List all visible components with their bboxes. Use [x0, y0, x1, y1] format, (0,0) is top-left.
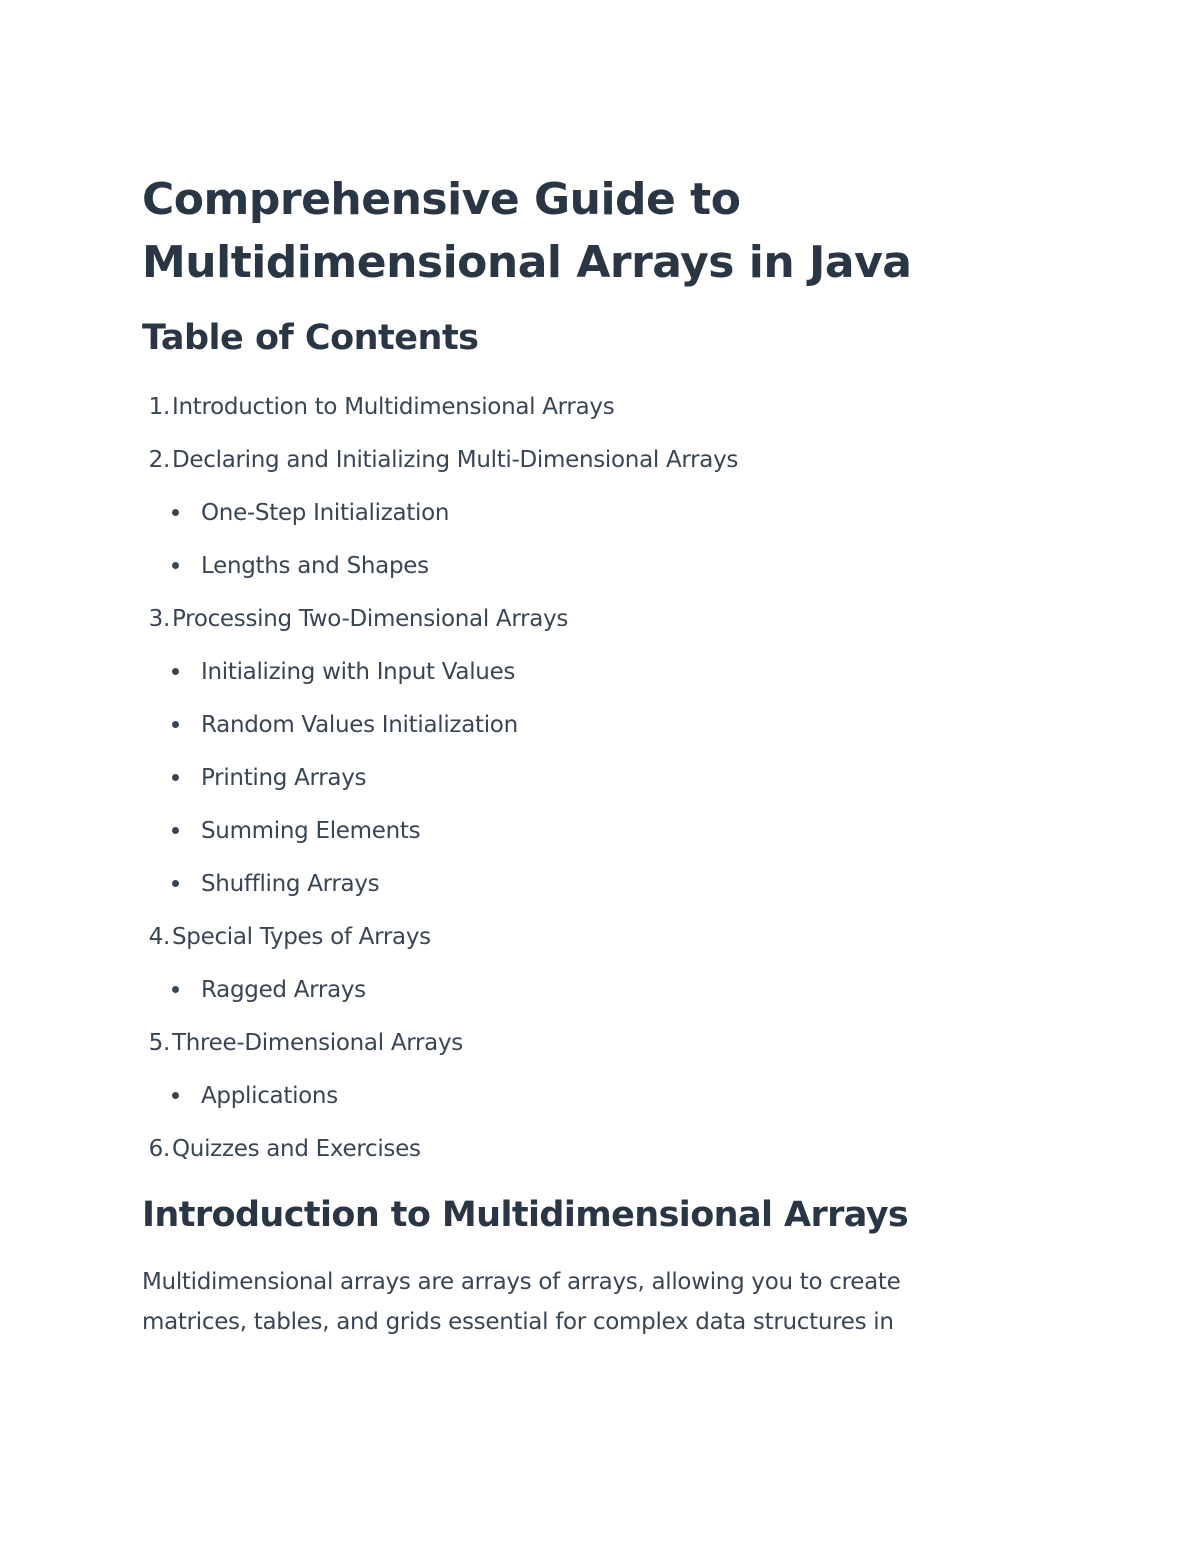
bullet-icon: [172, 721, 179, 728]
document-title-line-1: Comprehensive Guide to: [142, 174, 741, 225]
toc-item-number: 4.: [148, 923, 170, 950]
toc-subitem-label: Ragged Arrays: [201, 976, 366, 1003]
toc-item-label: Three-Dimensional Arrays: [172, 1029, 463, 1056]
toc-item-label: Quizzes and Exercises: [172, 1135, 421, 1162]
bullet-icon: [172, 509, 179, 516]
toc-item[interactable]: [142, 1122, 738, 1175]
toc-subitem[interactable]: [142, 486, 738, 539]
paragraph-line-2: matrices, tables, and grids essential for complex data structures in: [142, 1309, 894, 1335]
bullet-icon: [172, 562, 179, 569]
toc-subitem-label: Shuffling Arrays: [201, 870, 380, 897]
toc-item[interactable]: [142, 1016, 738, 1069]
bullet-icon: [172, 1092, 179, 1099]
document-title-line-2: Multidimensional Arrays in Java: [142, 237, 912, 288]
bullet-icon: [172, 827, 179, 834]
table-of-contents: [142, 380, 738, 1175]
toc-subitem[interactable]: [142, 1069, 738, 1122]
toc-subitem[interactable]: [142, 804, 738, 857]
toc-item-number: 6.: [148, 1135, 170, 1162]
toc-item-label: Introduction to Multidimensional Arrays: [172, 393, 615, 420]
toc-subitem-label: Printing Arrays: [201, 764, 367, 791]
toc-item[interactable]: [142, 380, 738, 433]
toc-subitem-label: Initializing with Input Values: [201, 658, 516, 685]
toc-subitem-label: One-Step Initialization: [201, 499, 450, 526]
toc-item-label: Processing Two-Dimensional Arrays: [172, 605, 569, 632]
toc-subitem[interactable]: [142, 645, 738, 698]
toc-subitem[interactable]: [142, 963, 738, 1016]
toc-subitem[interactable]: [142, 698, 738, 751]
toc-item-label: Declaring and Initializing Multi-Dimensional Arrays: [172, 446, 739, 473]
toc-subitem-label: Lengths and Shapes: [201, 552, 429, 579]
paragraph-line-1: Multidimensional arrays are arrays of arrays, allowing you to create: [142, 1269, 901, 1295]
toc-subitem-label: Summing Elements: [201, 817, 421, 844]
document-title: [142, 168, 911, 294]
toc-item-number: 2.: [148, 446, 170, 473]
toc-subitem[interactable]: [142, 539, 738, 592]
toc-item[interactable]: [142, 433, 738, 486]
toc-subitem[interactable]: [142, 751, 738, 804]
section-heading: Introduction to Multidimensional Arrays: [142, 1195, 909, 1235]
bullet-icon: [172, 986, 179, 993]
bullet-icon: [172, 880, 179, 887]
toc-item-label: Special Types of Arrays: [172, 923, 431, 950]
toc-subitem-label: Random Values Initialization: [201, 711, 518, 738]
toc-heading: Table of Contents: [142, 318, 479, 358]
bullet-icon: [172, 774, 179, 781]
toc-item-number: 3.: [148, 605, 170, 632]
toc-item[interactable]: [142, 592, 738, 645]
toc-item-number: 5.: [148, 1029, 170, 1056]
toc-item-number: 1.: [148, 393, 170, 420]
section-paragraph: [142, 1262, 972, 1342]
toc-subitem-label: Applications: [201, 1082, 338, 1109]
toc-subitem[interactable]: [142, 857, 738, 910]
bullet-icon: [172, 668, 179, 675]
toc-item[interactable]: [142, 910, 738, 963]
